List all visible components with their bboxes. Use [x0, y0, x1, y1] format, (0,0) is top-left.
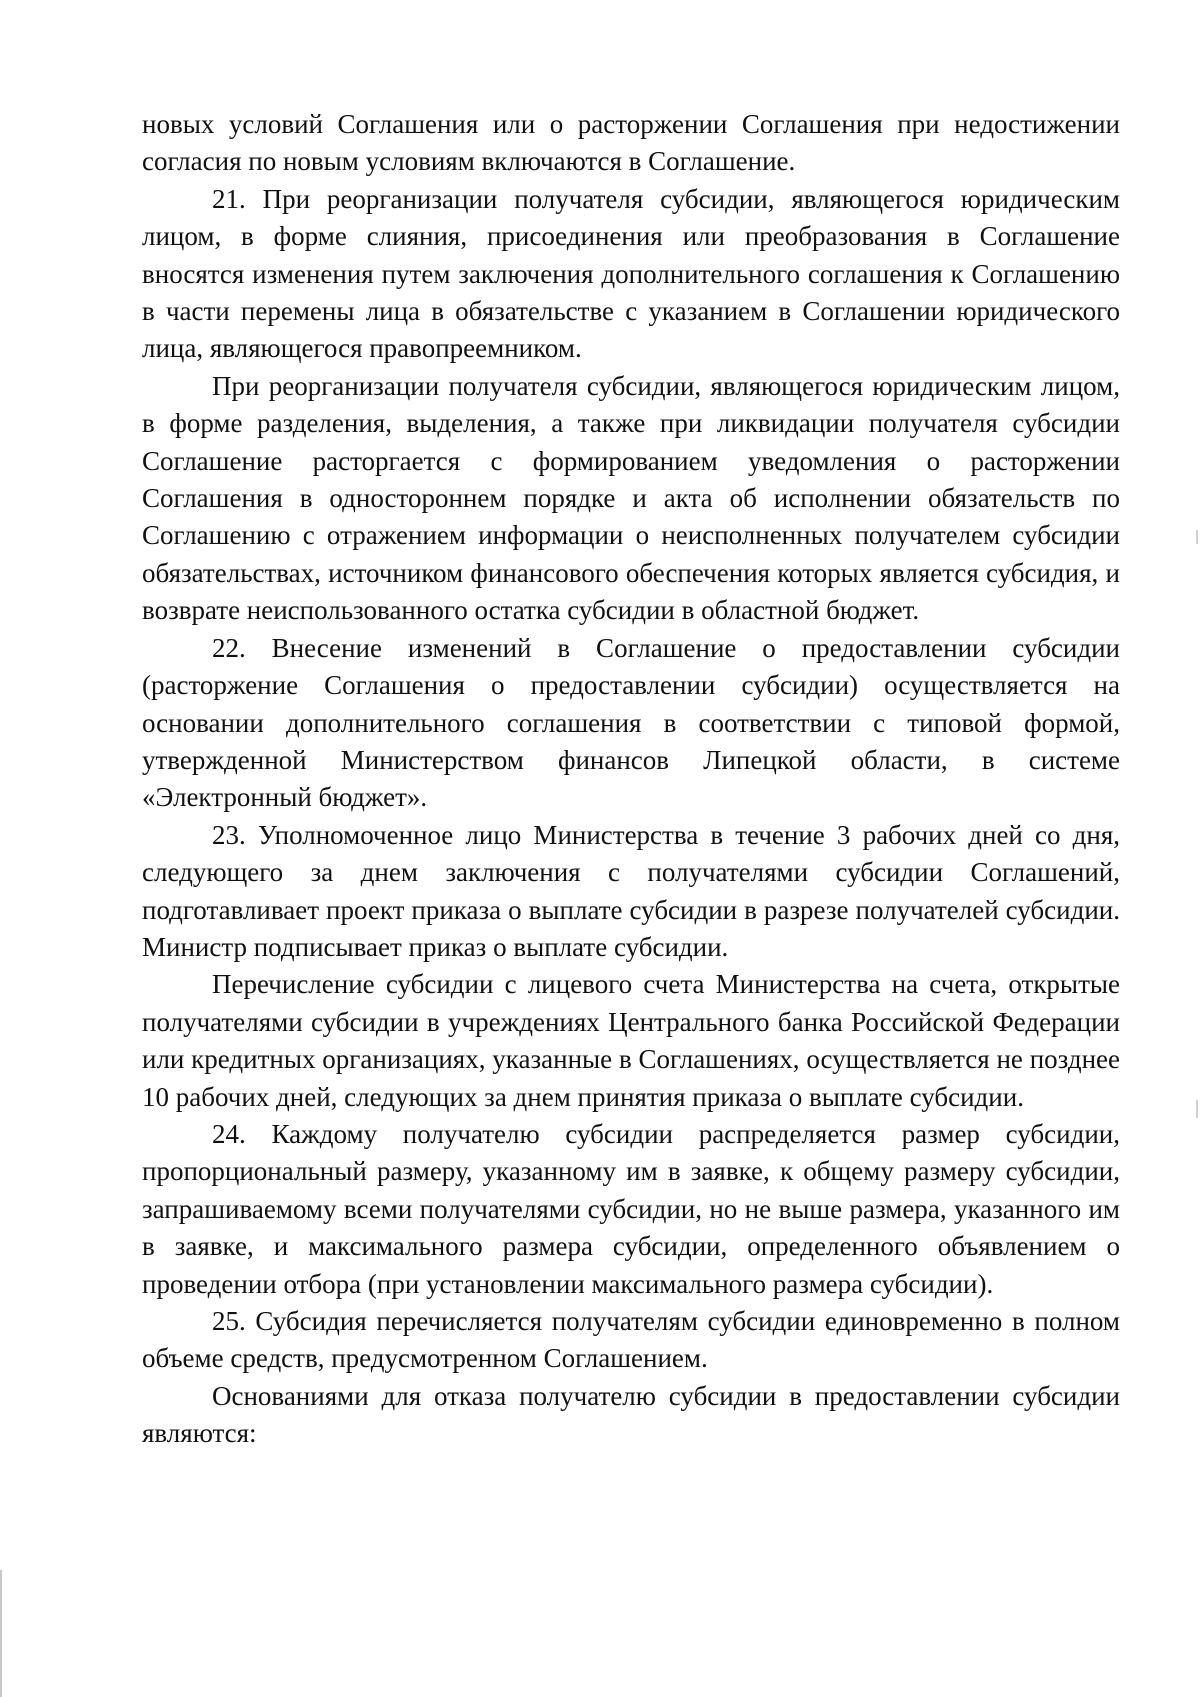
- paragraph-25-refusal-grounds: Основаниями для отказа получателю субсидии в предоставлении субсидии являются:: [142, 1380, 1120, 1449]
- paragraph-continuation: новых условий Соглашения или о расторжении Соглашения при недостижении согласия по новым условиям включаются в Соглашение.: [142, 109, 1120, 177]
- paragraph-25: 25. Субсидия перечисляется получателям субсидии единовременно в полном объеме средств, предусмотренном Соглашением.: [142, 1306, 1120, 1374]
- paragraph-21-reorganization: При реорганизации получателя субсидии, являющегося юридическим лицом, в форме разделения, выделения, а также при ликвидации получателя субсидии Соглашение расторгается с формированием уведомления о расторжении Соглашения в одностороннем порядке и акта об исполнении обязательств по Соглашению с отражением информации о неисполненных получателем субсидии обязательствах, источником финансового обеспечения которых является субсидия, и возврате неиспользованного остатка субсидии в областной бюджет.: [142, 370, 1120, 626]
- scan-artifact: [1196, 530, 1198, 544]
- paragraph-23: 23. Уполномоченное лицо Министерства в течение 3 рабочих дней со дня, следующего за днем заключения с получателями субсидии Соглашений, подготавливает проект приказа о выплате субсидии в разрезе получателей субсидии. Министр подписывает приказ о выплате субсидии.: [142, 819, 1120, 962]
- scan-edge-mark: [0, 1570, 2, 1697]
- paragraph-24: 24. Каждому получателю субсидии распределяется размер субсидии, пропорциональный размеру, указанному им в заявке, к общему размеру субсидии, запрашиваемому всеми получателями субсидии, но не выше размера, указанного им в заявке, и максимального размера субсидии, определенного объявлением о проведении отбора (при установлении максимального размера субсидии).: [142, 1118, 1120, 1299]
- paragraph-22: 22. Внесение изменений в Соглашение о предоставлении субсидии (расторжение Соглашения о предоставлении субсидии) осуществляется на основании дополнительного соглашения в соответствии с типовой формой, утвержденной Министерством финансов Липецкой области, в системе «Электронный бюджет».: [142, 632, 1120, 813]
- document-body: [142, 106, 1120, 1453]
- scan-artifact: [1196, 1100, 1198, 1118]
- paragraph-23-transfer: Перечисление субсидии с лицевого счета Министерства на счета, открытые получателями субсидии в учреждениях Центрального банка Российской Федерации или кредитных организациях, указанные в Соглашениях, осуществляется не позднее 10 рабочих дней, следующих за днем принятия приказа о выплате субсидии.: [142, 969, 1120, 1112]
- paragraph-21: 21. При реорганизации получателя субсидии, являющегося юридическим лицом, в форме слияния, присоединения или преобразования в Соглашение вносятся изменения путем заключения дополнительного соглашения к Соглашению в части перемены лица в обязательстве с указанием в Соглашении юридического лица, являющегося правопреемником.: [142, 183, 1120, 364]
